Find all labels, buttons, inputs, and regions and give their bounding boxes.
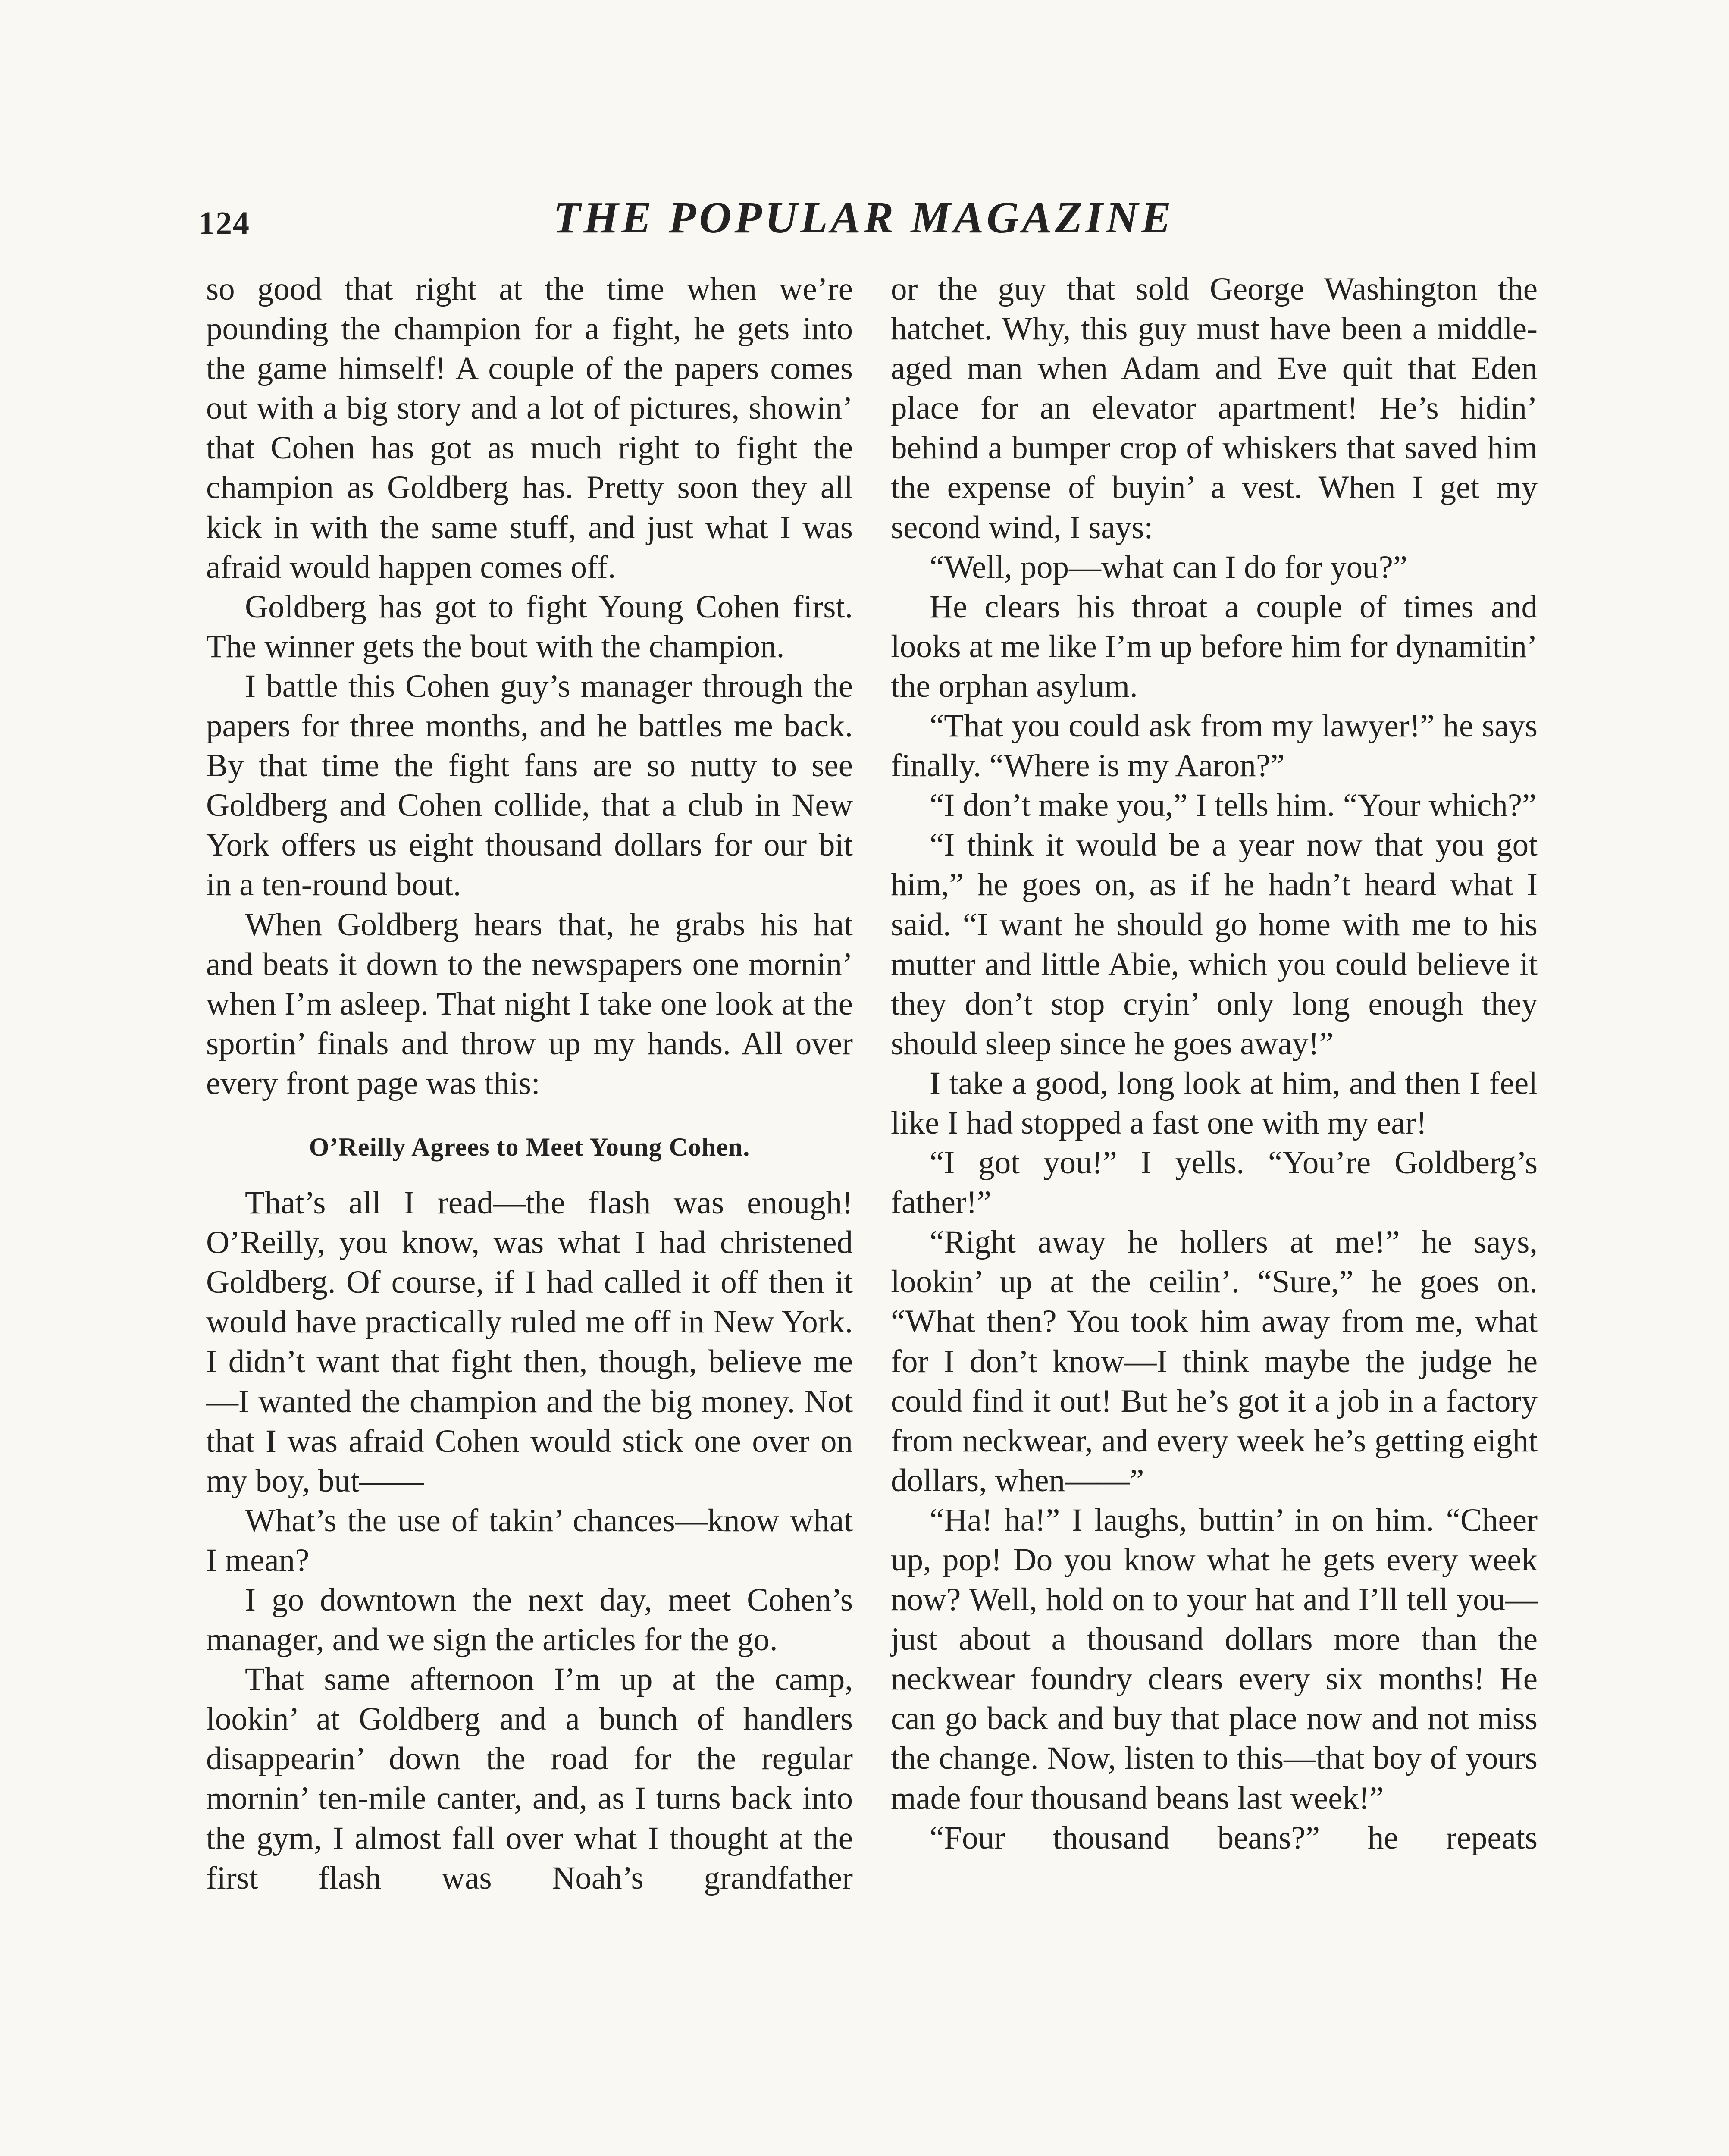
- paragraph: “Four thousand beans?” he repeats: [930, 1820, 1538, 1856]
- paragraph: That’s all I read—the flash was enough! O’Reilly, you know, was what I had christened Goldberg. Of course, if I had called it off then it would have practically ruled me off in New York. I didn’t want that fight then, though, believe me—I wanted the champion and the big money. Not that I was afraid Cohen would stick one over on my boy, but——: [206, 1185, 853, 1499]
- paragraph: “Well, pop—what can I do for you?”: [930, 549, 1408, 585]
- paragraph: “Ha! ha!” I laughs, buttin’ in on him. “Cheer up, pop! Do you know what he gets every week now? Well, hold on to your hat and I’ll tell you—just about a thousand dollars more than the neckwear foundry clears every six months! He can go back and buy that place now and not miss the change. Now, listen to this—that boy of yours made four thousand beans last week!”: [891, 1502, 1538, 1816]
- paragraph: I battle this Cohen guy’s manager through the papers for three months, and he battles me back. By that time the fight fans are so nutty to see Goldberg and Cohen collide, that a club in New York offers us eight thousand dollars for our bit in a ten-round bout.: [206, 668, 853, 903]
- paragraph: “Right away he hollers at me!” he says, lookin’ up at the ceilin’. “Sure,” he goes on. “What then? You took him away from me, what for I don’t know—I think maybe the judge he could find it out! But he’s got it a job in a factory from neckwear, and every week he’s getting eight dollars, when——”: [891, 1224, 1538, 1498]
- page-number: 124: [198, 205, 250, 241]
- paragraph: He clears his throat a couple of times and looks at me like I’m up before him for dynamitin’ the orphan asylum.: [891, 589, 1538, 704]
- paragraph: so good that right at the time when we’re pounding the champion for a fight, he gets into the game himself! A couple of the papers comes out with a big story and a lot of pictures, showin’ that Cohen has got as much right to fight the champion as Goldberg has. Pretty soon they all kick in with the same stuff, and just what I was afraid would happen comes off.: [206, 271, 853, 585]
- paragraph: When Goldberg hears that, he grabs his hat and beats it down to the newspapers one mornin’ when I’m asleep. That night I take one look at the sportin’ finals and throw up my hands. All over every front page was this:: [206, 906, 853, 1101]
- paragraph: That same afternoon I’m up at the camp, lookin’ at Goldberg and a bunch of handlers disappearin’ down the road for the regular mornin’ ten-mile canter, and, as I turns back into the gym, I almost fall over what I thought at the first flash was Noah’s grandfather: [206, 1661, 853, 1896]
- paragraph: “I got you!” I yells. “You’re Goldberg’s father!”: [891, 1145, 1538, 1221]
- right-column: [891, 270, 1538, 1858]
- paragraph: What’s the use of takin’ chances—know what I mean?: [206, 1502, 853, 1578]
- page-header: [198, 192, 1529, 257]
- paragraph: or the guy that sold George Washington the hatchet. Why, this guy must have been a middle-aged man when Adam and Eve quit that Eden place for an elevator apartment! He’s hidin’ behind a bumper crop of whiskers that saved him the expense of buyin’ a vest. When I get my second wind, I says:: [891, 271, 1538, 545]
- paragraph: Goldberg has got to fight Young Cohen first. The winner gets the bout with the champion.: [206, 589, 853, 664]
- magazine-title: THE POPULAR MAGAZINE: [553, 193, 1175, 242]
- paragraph: “That you could ask from my lawyer!” he says finally. “Where is my Aaron?”: [891, 708, 1538, 784]
- paragraph: I take a good, long look at him, and then I feel like I had stopped a fast one with my ear!: [891, 1065, 1538, 1141]
- paragraph: “I don’t make you,” I tells him. “Your which?”: [930, 787, 1537, 824]
- paragraph: “I think it would be a year now that you got him,” he goes on, as if he hadn’t heard what I said. “I want he should go home with me to his mutter and little Abie, which you could believe it they don’t stop cryin’ only long enough they should sleep since he goes away!”: [891, 827, 1538, 1062]
- left-column: [206, 270, 853, 1898]
- headline-quote: O’Reilly Agrees to Meet Young Cohen.: [309, 1132, 750, 1161]
- paragraph: I go downtown the next day, meet Cohen’s manager, and we sign the articles for the go.: [206, 1582, 853, 1658]
